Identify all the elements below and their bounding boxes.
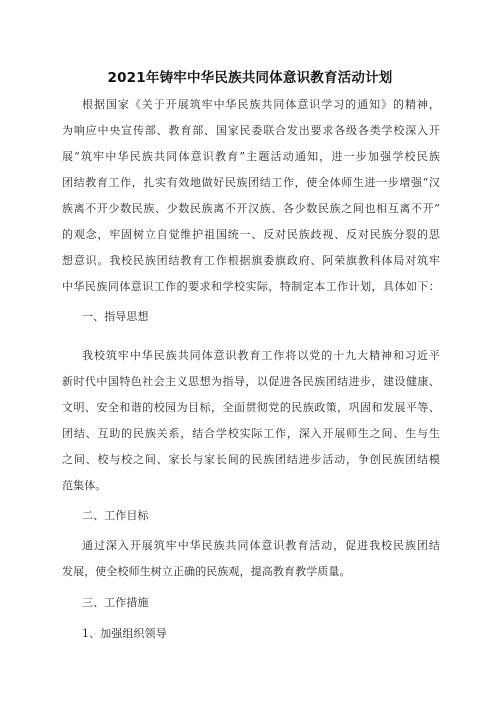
intro-line: 根据国家《关于开展筑牢中华民族共同体意识学习的通知》的精神，: [82, 98, 440, 111]
section1-line: 团结、互助的民族关系，结合学校实际工作，深入开展师生之间、生与生: [62, 427, 440, 440]
intro-line: 想意识。我校民族团结教育工作根据旗委旗政府、阿荣旗教科体局对筑牢: [62, 254, 440, 267]
document-title: 2021年铸牢中华民族共同体意识教育活动计划: [107, 70, 393, 86]
section2-line: 发展，使全校师生树立正确的民族观，提高教育教学质量。: [62, 565, 351, 578]
section-heading: 一、指导思想: [82, 310, 149, 323]
intro-line: 团结教育工作，扎实有效地做好民族团结工作，使全体师生进一步增强“汉: [62, 176, 440, 189]
section1-line: 新时代中国特色社会主义思想为指导，以促进各民族团结进步，建设健康、: [62, 375, 440, 388]
section1-line: 文明、安全和谐的校园为目标，全面贯彻党的民族政策，巩固和发展平等、: [62, 401, 440, 414]
intro-line: 的观念，牢固树立自觉维护祖国统一、反对民族歧视、反对民族分裂的思: [62, 228, 440, 241]
intro-line: 为响应中央宣传部、教育部、国家民委联合发出要求各级各类学校深入开: [62, 124, 440, 137]
section-heading: 三、工作措施: [82, 596, 149, 609]
section1-line: 我校筑牢中华民族共同体意识教育工作将以党的十九大精神和习近平: [82, 349, 440, 362]
intro-line: 族离不开少数民族、少数民族离不开汉族、各少数民族之间也相互离不开”: [62, 202, 440, 215]
subsection-heading: 1、加强组织领导: [82, 627, 167, 640]
intro-line: 中华民族同体意识工作的要求和学校实际，特制定本工作计划，具体如下：: [62, 280, 440, 293]
section1-line: 范集体。: [62, 479, 107, 492]
intro-line: 展“筑牢中华民族共同体意识教育”主题活动通知，进一步加强学校民族: [62, 150, 440, 163]
section-heading: 二、工作目标: [82, 509, 149, 522]
section1-line: 之间、校与校之间、家长与家长间的民族团结进步活动，争创民族团结模: [62, 453, 440, 466]
section2-line: 通过深入开展筑牢中华民族共同体意识教育活动，促进我校民族团结: [82, 539, 440, 552]
